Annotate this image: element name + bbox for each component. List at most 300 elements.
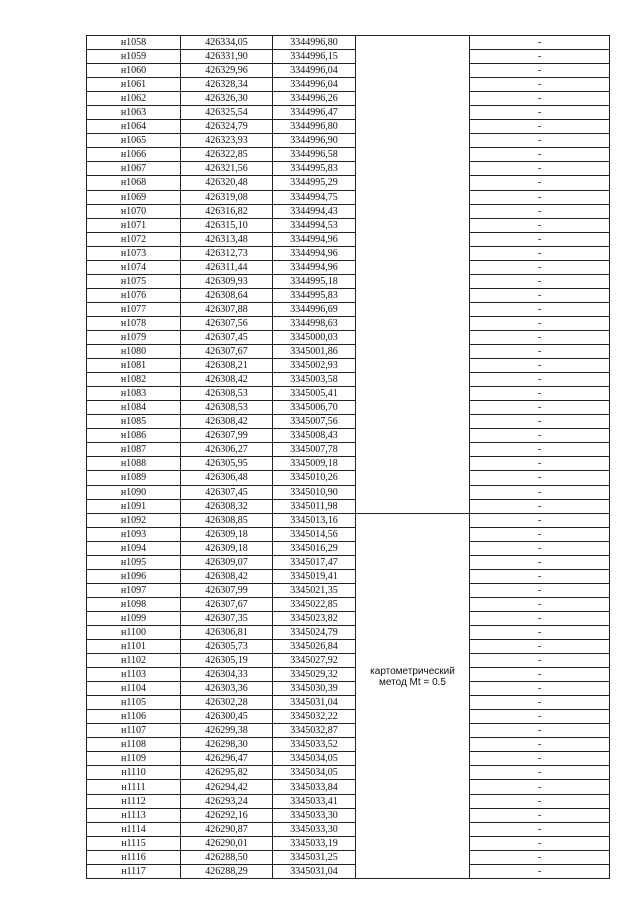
dash-cell: - (470, 373, 610, 387)
y-coordinate-cell: 3345013,16 (273, 513, 356, 527)
dash-cell: - (470, 569, 610, 583)
point-id-cell: н1076 (87, 288, 181, 302)
y-coordinate-cell: 3345023,82 (273, 611, 356, 625)
x-coordinate-cell: 426305,95 (181, 457, 273, 471)
x-coordinate-cell: 426292,16 (181, 808, 273, 822)
coordinates-table (86, 35, 610, 879)
y-coordinate-cell: 3344996,90 (273, 134, 356, 148)
point-id-cell: н1111 (87, 780, 181, 794)
point-id-cell: н1109 (87, 752, 181, 766)
y-coordinate-cell: 3345032,87 (273, 724, 356, 738)
table-row (87, 597, 610, 611)
table-row (87, 50, 610, 64)
point-id-cell: н1093 (87, 527, 181, 541)
dash-cell: - (470, 654, 610, 668)
table-row (87, 345, 610, 359)
y-coordinate-cell: 3344996,80 (273, 36, 356, 50)
point-id-cell: н1060 (87, 64, 181, 78)
method-cell (356, 513, 470, 878)
x-coordinate-cell: 426308,42 (181, 373, 273, 387)
point-id-cell: н1094 (87, 541, 181, 555)
table-row (87, 415, 610, 429)
y-coordinate-cell: 3345001,86 (273, 345, 356, 359)
table-row (87, 611, 610, 625)
y-coordinate-cell: 3344994,75 (273, 190, 356, 204)
y-coordinate-cell: 3344996,47 (273, 106, 356, 120)
x-coordinate-cell: 426313,48 (181, 232, 273, 246)
y-coordinate-cell: 3345033,52 (273, 738, 356, 752)
point-id-cell: н1096 (87, 569, 181, 583)
y-coordinate-cell: 3345031,25 (273, 850, 356, 864)
x-coordinate-cell: 426306,27 (181, 443, 273, 457)
point-id-cell: н1116 (87, 850, 181, 864)
point-id-cell: н1104 (87, 682, 181, 696)
dash-cell: - (470, 794, 610, 808)
dash-cell: - (470, 780, 610, 794)
dash-cell: - (470, 583, 610, 597)
x-coordinate-cell: 426307,45 (181, 330, 273, 344)
point-id-cell: н1088 (87, 457, 181, 471)
table-row (87, 485, 610, 499)
x-coordinate-cell: 426309,18 (181, 527, 273, 541)
x-coordinate-cell: 426325,54 (181, 106, 273, 120)
table-row (87, 583, 610, 597)
x-coordinate-cell: 426306,48 (181, 471, 273, 485)
y-coordinate-cell: 3345017,47 (273, 555, 356, 569)
dash-cell: - (470, 864, 610, 878)
y-coordinate-cell: 3345007,56 (273, 415, 356, 429)
table-row (87, 64, 610, 78)
point-id-cell: н1095 (87, 555, 181, 569)
y-coordinate-cell: 3344994,96 (273, 260, 356, 274)
table-row (87, 668, 610, 682)
y-coordinate-cell: 3344994,96 (273, 232, 356, 246)
table-row (87, 654, 610, 668)
y-coordinate-cell: 3344995,29 (273, 176, 356, 190)
table-row (87, 316, 610, 330)
table-row (87, 429, 610, 443)
x-coordinate-cell: 426305,73 (181, 640, 273, 654)
y-coordinate-cell: 3345026,84 (273, 640, 356, 654)
table-row (87, 330, 610, 344)
dash-cell: - (470, 232, 610, 246)
dash-cell: - (470, 724, 610, 738)
y-coordinate-cell: 3345016,29 (273, 541, 356, 555)
dash-cell: - (470, 710, 610, 724)
table-row (87, 162, 610, 176)
table-row (87, 120, 610, 134)
dash-cell: - (470, 120, 610, 134)
dash-cell: - (470, 218, 610, 232)
table-row (87, 822, 610, 836)
dash-cell: - (470, 640, 610, 654)
x-coordinate-cell: 426307,99 (181, 429, 273, 443)
point-id-cell: н1110 (87, 766, 181, 780)
dash-cell: - (470, 302, 610, 316)
table-row (87, 232, 610, 246)
table-row (87, 864, 610, 878)
x-coordinate-cell: 426322,85 (181, 148, 273, 162)
y-coordinate-cell: 3345011,98 (273, 499, 356, 513)
point-id-cell: н1068 (87, 176, 181, 190)
x-coordinate-cell: 426308,32 (181, 499, 273, 513)
x-coordinate-cell: 426320,48 (181, 176, 273, 190)
x-coordinate-cell: 426300,45 (181, 710, 273, 724)
dash-cell: - (470, 597, 610, 611)
dash-cell: - (470, 401, 610, 415)
table-row (87, 148, 610, 162)
dash-cell: - (470, 513, 610, 527)
x-coordinate-cell: 426326,30 (181, 92, 273, 106)
table-row (87, 850, 610, 864)
dash-cell: - (470, 696, 610, 710)
table-row (87, 92, 610, 106)
table-row (87, 373, 610, 387)
y-coordinate-cell: 3345032,22 (273, 710, 356, 724)
dash-cell: - (470, 766, 610, 780)
table-row (87, 176, 610, 190)
x-coordinate-cell: 426331,90 (181, 50, 273, 64)
y-coordinate-cell: 3344995,83 (273, 162, 356, 176)
table-row (87, 766, 610, 780)
y-coordinate-cell: 3345034,05 (273, 766, 356, 780)
y-coordinate-cell: 3345008,43 (273, 429, 356, 443)
y-coordinate-cell: 3345033,84 (273, 780, 356, 794)
x-coordinate-cell: 426303,36 (181, 682, 273, 696)
x-coordinate-cell: 426319,08 (181, 190, 273, 204)
table-row (87, 569, 610, 583)
point-id-cell: н1113 (87, 808, 181, 822)
table-row (87, 218, 610, 232)
table-row (87, 302, 610, 316)
point-id-cell: н1069 (87, 190, 181, 204)
point-id-cell: н1061 (87, 78, 181, 92)
table-row (87, 710, 610, 724)
y-coordinate-cell: 3345033,30 (273, 822, 356, 836)
table-row (87, 527, 610, 541)
point-id-cell: н1081 (87, 359, 181, 373)
y-coordinate-cell: 3344994,53 (273, 218, 356, 232)
point-id-cell: н1098 (87, 597, 181, 611)
y-coordinate-cell: 3345029,32 (273, 668, 356, 682)
x-coordinate-cell: 426307,67 (181, 345, 273, 359)
x-coordinate-cell: 426308,42 (181, 415, 273, 429)
x-coordinate-cell: 426315,10 (181, 218, 273, 232)
point-id-cell: н1058 (87, 36, 181, 50)
dash-cell: - (470, 808, 610, 822)
table-row (87, 246, 610, 260)
y-coordinate-cell: 3344994,43 (273, 204, 356, 218)
method-label-line1: картометрический (370, 665, 455, 677)
table-row (87, 443, 610, 457)
dash-cell: - (470, 485, 610, 499)
x-coordinate-cell: 426296,47 (181, 752, 273, 766)
y-coordinate-cell: 3345027,92 (273, 654, 356, 668)
table-row (87, 682, 610, 696)
y-coordinate-cell: 3345010,90 (273, 485, 356, 499)
table-row (87, 752, 610, 766)
table-row (87, 738, 610, 752)
x-coordinate-cell: 426329,96 (181, 64, 273, 78)
y-coordinate-cell: 3345006,70 (273, 401, 356, 415)
dash-cell: - (470, 499, 610, 513)
dash-cell: - (470, 429, 610, 443)
point-id-cell: н1083 (87, 387, 181, 401)
dash-cell: - (470, 78, 610, 92)
table-row (87, 499, 610, 513)
dash-cell: - (470, 204, 610, 218)
x-coordinate-cell: 426308,85 (181, 513, 273, 527)
x-coordinate-cell: 426288,29 (181, 864, 273, 878)
x-coordinate-cell: 426321,56 (181, 162, 273, 176)
x-coordinate-cell: 426302,28 (181, 696, 273, 710)
y-coordinate-cell: 3344995,83 (273, 288, 356, 302)
table-row (87, 541, 610, 555)
dash-cell: - (470, 176, 610, 190)
point-id-cell: н1107 (87, 724, 181, 738)
x-coordinate-cell: 426308,42 (181, 569, 273, 583)
dash-cell: - (470, 738, 610, 752)
point-id-cell: н1085 (87, 415, 181, 429)
point-id-cell: н1100 (87, 625, 181, 639)
y-coordinate-cell: 3344996,26 (273, 92, 356, 106)
x-coordinate-cell: 426307,99 (181, 583, 273, 597)
table-row (87, 78, 610, 92)
y-coordinate-cell: 3345007,78 (273, 443, 356, 457)
y-coordinate-cell: 3345021,35 (273, 583, 356, 597)
y-coordinate-cell: 3345033,19 (273, 836, 356, 850)
dash-cell: - (470, 668, 610, 682)
table-row (87, 401, 610, 415)
point-id-cell: н1059 (87, 50, 181, 64)
point-id-cell: н1114 (87, 822, 181, 836)
table-row (87, 36, 610, 50)
y-coordinate-cell: 3345022,85 (273, 597, 356, 611)
dash-cell: - (470, 611, 610, 625)
x-coordinate-cell: 426324,79 (181, 120, 273, 134)
point-id-cell: н1115 (87, 836, 181, 850)
dash-cell: - (470, 162, 610, 176)
table-row (87, 274, 610, 288)
x-coordinate-cell: 426308,53 (181, 401, 273, 415)
x-coordinate-cell: 426305,19 (181, 654, 273, 668)
point-id-cell: н1108 (87, 738, 181, 752)
method-spacer (356, 514, 469, 666)
y-coordinate-cell: 3344995,18 (273, 274, 356, 288)
y-coordinate-cell: 3345003,58 (273, 373, 356, 387)
point-id-cell: н1071 (87, 218, 181, 232)
x-coordinate-cell: 426290,87 (181, 822, 273, 836)
dash-cell: - (470, 316, 610, 330)
point-id-cell: н1102 (87, 654, 181, 668)
x-coordinate-cell: 426312,73 (181, 246, 273, 260)
x-coordinate-cell: 426293,24 (181, 794, 273, 808)
y-coordinate-cell: 3345019,41 (273, 569, 356, 583)
point-id-cell: н1079 (87, 330, 181, 344)
table-row (87, 260, 610, 274)
point-id-cell: н1072 (87, 232, 181, 246)
table-row (87, 555, 610, 569)
dash-cell: - (470, 443, 610, 457)
dash-cell: - (470, 36, 610, 50)
x-coordinate-cell: 426334,05 (181, 36, 273, 50)
point-id-cell: н1089 (87, 471, 181, 485)
coordinates-table-body (87, 36, 610, 879)
y-coordinate-cell: 3345033,30 (273, 808, 356, 822)
x-coordinate-cell: 426307,88 (181, 302, 273, 316)
table-row (87, 190, 610, 204)
y-coordinate-cell: 3345024,79 (273, 625, 356, 639)
dash-cell: - (470, 850, 610, 864)
dash-cell: - (470, 246, 610, 260)
x-coordinate-cell: 426294,42 (181, 780, 273, 794)
table-row (87, 387, 610, 401)
point-id-cell: н1067 (87, 162, 181, 176)
x-coordinate-cell: 426295,82 (181, 766, 273, 780)
dash-cell: - (470, 106, 610, 120)
dash-cell: - (470, 288, 610, 302)
x-coordinate-cell: 426309,18 (181, 541, 273, 555)
x-coordinate-cell: 426306,81 (181, 625, 273, 639)
x-coordinate-cell: 426328,34 (181, 78, 273, 92)
point-id-cell: н1062 (87, 92, 181, 106)
x-coordinate-cell: 426307,35 (181, 611, 273, 625)
x-coordinate-cell: 426316,82 (181, 204, 273, 218)
point-id-cell: н1063 (87, 106, 181, 120)
x-coordinate-cell: 426308,21 (181, 359, 273, 373)
dash-cell: - (470, 92, 610, 106)
point-id-cell: н1080 (87, 345, 181, 359)
point-id-cell: н1074 (87, 260, 181, 274)
point-id-cell: н1101 (87, 640, 181, 654)
method-label-line2: метод Mt = 0.5 (379, 676, 446, 688)
dash-cell: - (470, 359, 610, 373)
table-row (87, 640, 610, 654)
x-coordinate-cell: 426290,01 (181, 836, 273, 850)
dash-cell: - (470, 471, 610, 485)
x-coordinate-cell: 426308,53 (181, 387, 273, 401)
x-coordinate-cell: 426304,33 (181, 668, 273, 682)
dash-cell: - (470, 190, 610, 204)
x-coordinate-cell: 426311,44 (181, 260, 273, 274)
table-row (87, 625, 610, 639)
y-coordinate-cell: 3344994,96 (273, 246, 356, 260)
point-id-cell: н1070 (87, 204, 181, 218)
y-coordinate-cell: 3344996,04 (273, 64, 356, 78)
y-coordinate-cell: 3345030,39 (273, 682, 356, 696)
y-coordinate-cell: 3344996,80 (273, 120, 356, 134)
table-row (87, 359, 610, 373)
dash-cell: - (470, 682, 610, 696)
table-row (87, 457, 610, 471)
point-id-cell: н1082 (87, 373, 181, 387)
table-row (87, 513, 610, 527)
dash-cell: - (470, 64, 610, 78)
x-coordinate-cell: 426307,67 (181, 597, 273, 611)
point-id-cell: н1065 (87, 134, 181, 148)
dash-cell: - (470, 415, 610, 429)
y-coordinate-cell: 3344996,58 (273, 148, 356, 162)
point-id-cell: н1092 (87, 513, 181, 527)
dash-cell: - (470, 134, 610, 148)
dash-cell: - (470, 345, 610, 359)
x-coordinate-cell: 426323,93 (181, 134, 273, 148)
table-row (87, 204, 610, 218)
y-coordinate-cell: 3344998,63 (273, 316, 356, 330)
dash-cell: - (470, 752, 610, 766)
method-cell-empty (356, 36, 470, 514)
y-coordinate-cell: 3345014,56 (273, 527, 356, 541)
dash-cell: - (470, 822, 610, 836)
point-id-cell: н1117 (87, 864, 181, 878)
x-coordinate-cell: 426299,38 (181, 724, 273, 738)
point-id-cell: н1073 (87, 246, 181, 260)
point-id-cell: н1064 (87, 120, 181, 134)
y-coordinate-cell: 3345002,93 (273, 359, 356, 373)
x-coordinate-cell: 426308,64 (181, 288, 273, 302)
table-row (87, 106, 610, 120)
dash-cell: - (470, 527, 610, 541)
point-id-cell: н1091 (87, 499, 181, 513)
y-coordinate-cell: 3344996,15 (273, 50, 356, 64)
point-id-cell: н1105 (87, 696, 181, 710)
point-id-cell: н1090 (87, 485, 181, 499)
table-row (87, 696, 610, 710)
point-id-cell: н1086 (87, 429, 181, 443)
point-id-cell: н1112 (87, 794, 181, 808)
dash-cell: - (470, 625, 610, 639)
dash-cell: - (470, 555, 610, 569)
y-coordinate-cell: 3345005,41 (273, 387, 356, 401)
dash-cell: - (470, 457, 610, 471)
y-coordinate-cell: 3344996,69 (273, 302, 356, 316)
dash-cell: - (470, 50, 610, 64)
point-id-cell: н1078 (87, 316, 181, 330)
y-coordinate-cell: 3344996,04 (273, 78, 356, 92)
y-coordinate-cell: 3345000,03 (273, 330, 356, 344)
dash-cell: - (470, 148, 610, 162)
point-id-cell: н1066 (87, 148, 181, 162)
point-id-cell: н1084 (87, 401, 181, 415)
point-id-cell: н1106 (87, 710, 181, 724)
table-row (87, 134, 610, 148)
dash-cell: - (470, 387, 610, 401)
table-row (87, 836, 610, 850)
dash-cell: - (470, 836, 610, 850)
table-row (87, 471, 610, 485)
y-coordinate-cell: 3345009,18 (273, 457, 356, 471)
y-coordinate-cell: 3345010,26 (273, 471, 356, 485)
point-id-cell: н1087 (87, 443, 181, 457)
table-row (87, 780, 610, 794)
point-id-cell: н1099 (87, 611, 181, 625)
y-coordinate-cell: 3345034,05 (273, 752, 356, 766)
dash-cell: - (470, 274, 610, 288)
y-coordinate-cell: 3345031,04 (273, 696, 356, 710)
x-coordinate-cell: 426288,50 (181, 850, 273, 864)
point-id-cell: н1097 (87, 583, 181, 597)
y-coordinate-cell: 3345031,04 (273, 864, 356, 878)
table-row (87, 808, 610, 822)
x-coordinate-cell: 426307,45 (181, 485, 273, 499)
x-coordinate-cell: 426298,30 (181, 738, 273, 752)
x-coordinate-cell: 426309,93 (181, 274, 273, 288)
table-row (87, 288, 610, 302)
x-coordinate-cell: 426307,56 (181, 316, 273, 330)
table-row (87, 724, 610, 738)
point-id-cell: н1077 (87, 302, 181, 316)
dash-cell: - (470, 330, 610, 344)
